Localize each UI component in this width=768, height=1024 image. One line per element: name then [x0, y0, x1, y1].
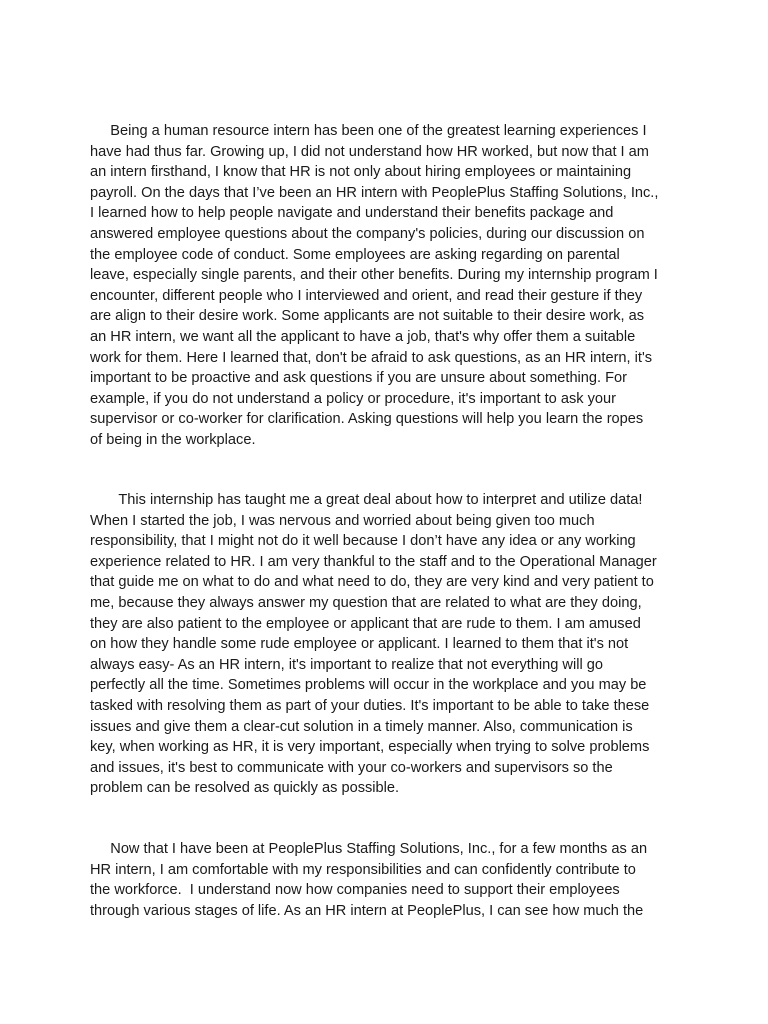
paragraph-2: This internship has taught me a great deal about how to interpret and utilize data! When I started the job, I was nervous and worried about being given too much responsibility, that I might not do it well because I don’t have any idea or any working experience related to HR. I am very thankful to the staff and to the Operational Manager that guide me on what to do and what need to do, they are very kind and very patient to me, because they always answer my question that are related to what are they doing, they are also patient to the employee or applicant that are rude to them. I am amused on how they handle some rude employee or applicant. I learned to them that it's not always easy- As an HR intern, it's important to realize that not everything will go perfectly all the time. Sometimes problems will occur in the workplace and you may be tasked with resolving them as part of your duties. It's important to be able to take these issues and give them a clear-cut solution in a timely manner. Also, communication is key, when working as HR, it is very important, especially when trying to solve problems and issues, it's best to communicate with your co-workers and supervisors so the problem can be resolved as quickly as possible. [90, 492, 657, 797]
paragraph-1: Being a human resource intern has been one of the greatest learning experiences I have had thus far. Growing up, I did not understand how HR worked, but now that I am an intern firsthand, I know that HR is not only about hiring employees or maintaining payroll. On the days that I’ve been an HR intern with PeoplePlus Staffing Solutions, Inc., I learned how to help people navigate and understand their benefits package and answered employee questions about the company's policies, during our discussion on the employee code of conduct. Some employees are asking regarding on parental leave, especially single parents, and their other benefits. During my internship program I encounter, different people who I interviewed and orient, and read their gesture if they are align to their desire work. Some applicants are not suitable to their desire work, as an HR intern, we want all the applicant to have a job, that's why offer them a suitable work for them. Here I learned that, don't be afraid to ask questions, as an HR intern, it's important to be proactive and ask questions if you are unsure about something. For example, if you do not understand a policy or procedure, it's important to ask your supervisor or co-worker for clarification. Asking questions will help you learn the ropes of being in the workplace. [90, 123, 659, 448]
paragraph-3: Now that I have been at PeoplePlus Staffing Solutions, Inc., for a few months as an HR intern, I am comfortable with my responsibilities and can confidently contribute to the workforce. I understand now how companies need to support their employees through various stages of life. As an HR intern at PeoplePlus, I can see how much the [90, 841, 648, 919]
